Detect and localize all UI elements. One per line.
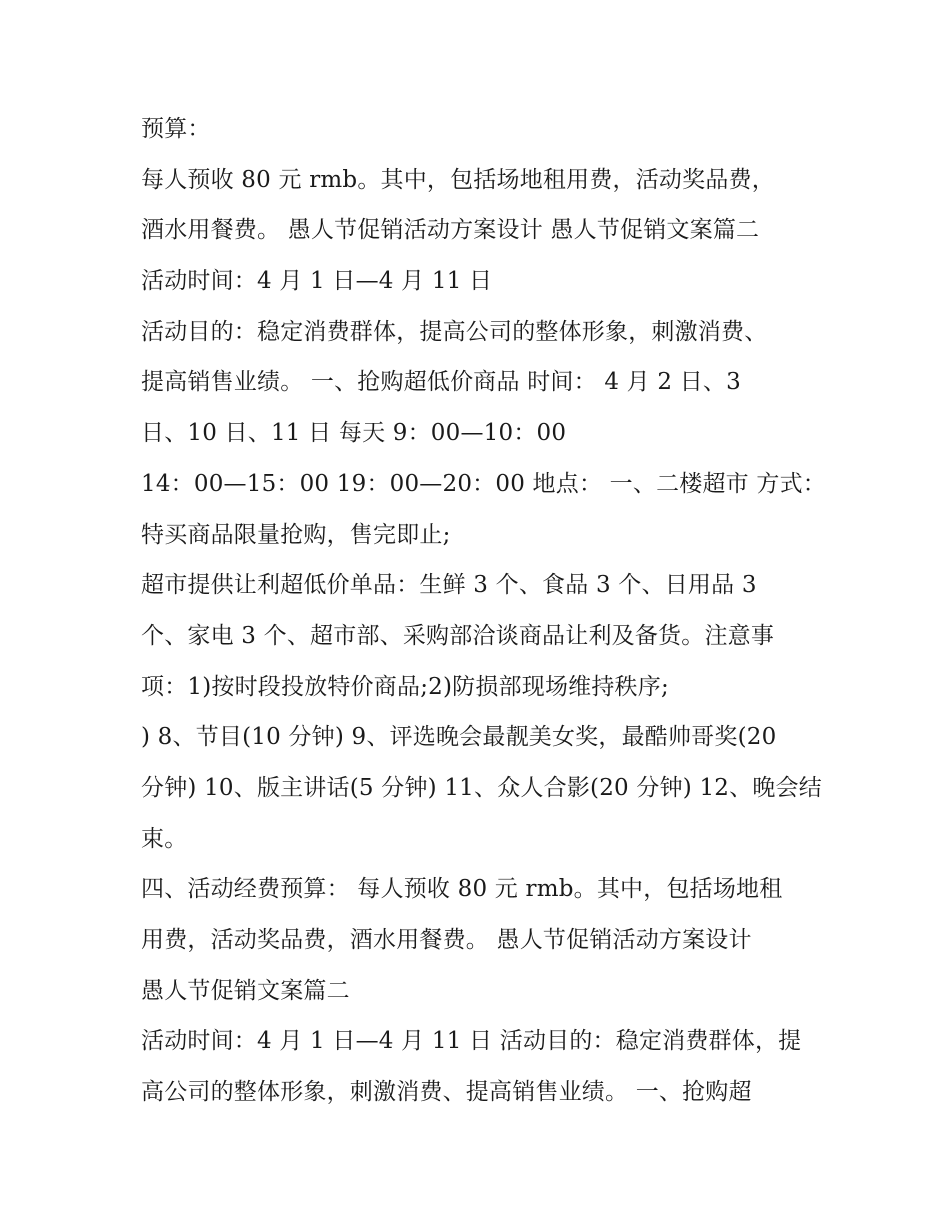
text-line: 酒水用餐费。 愚人节促销活动方案设计 愚人节促销文案篇二 <box>141 217 760 244</box>
text-line: 分钟) 10、版主讲话(5 分钟) 11、众人合影(20 分钟) 12、晚会结 <box>141 774 822 801</box>
text-line: 14：00—15：00 19：00—20：00 地点： 一、二楼超市 方式： <box>141 470 826 497</box>
text-line: 高公司的整体形象，刺激消费、提高销售业绩。 一、抢购超 <box>141 1079 752 1106</box>
text-line: 愚人节促销文案篇二 <box>141 977 350 1004</box>
text-line: 四、活动经费预算： 每人预收 80 元 rmb。其中，包括场地租 <box>141 876 783 903</box>
text-line: 每人预收 80 元 rmb。其中，包括场地租用费，活动奖品费， <box>141 166 775 193</box>
text-line: 项：1)按时段投放特价商品;2)防损部现场维持秩序; <box>141 673 669 700</box>
text-line: 用费，活动奖品费，酒水用餐费。 愚人节促销活动方案设计 <box>141 927 752 953</box>
text-line: 活动时间：4 月 1 日—4 月 11 日 活动目的：稳定消费群体，提 <box>141 1028 802 1055</box>
text-line: 日、10 日、11 日 每天 9：00—10：00 <box>141 420 567 447</box>
text-line: 活动时间：4 月 1 日—4 月 11 日 <box>141 268 493 295</box>
text-line: 预算： <box>141 116 211 142</box>
document-body <box>141 104 826 1118</box>
text-line: 个、家电 3 个、超市部、采购部洽谈商品让利及备货。注意事 <box>141 622 775 649</box>
text-line: 提高销售业绩。 一、抢购超低价商品 时间： 4 月 2 日、3 <box>141 369 741 396</box>
text-line: 束。 <box>141 825 188 852</box>
text-line: ) 8、节目(10 分钟) 9、评选晚会最靓美女奖，最酷帅哥奖(20 <box>141 724 777 751</box>
text-line: 活动目的：稳定消费群体，提高公司的整体形象，刺激消费、 <box>141 318 768 345</box>
text-line: 超市提供让利超低价单品：生鲜 3 个、食品 3 个、日用品 3 <box>141 572 757 599</box>
text-line: 特买商品限量抢购，售完即止; <box>141 521 451 548</box>
